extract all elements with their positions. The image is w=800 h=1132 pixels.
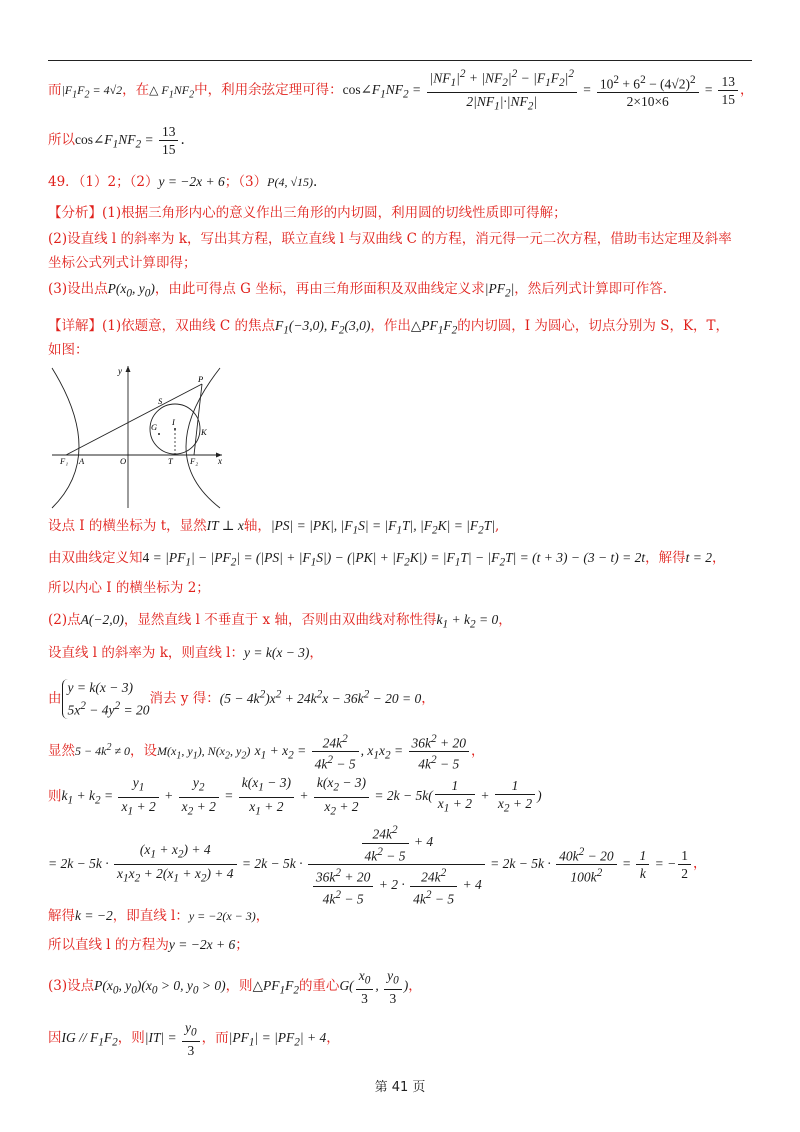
q49-answer-line: 49．（1）2；（2）y = −2x + 6；（3）P(4, √15).	[48, 174, 318, 190]
math-line-answer: y = −2x + 6	[158, 174, 225, 189]
math-system: y = k(x − 3) $5x^2 - 4y^2 = 20$	[62, 679, 150, 720]
label-f1: F₁	[60, 456, 69, 466]
point-g	[158, 433, 160, 435]
math-mn-points: $M(x_1$, $y_1$), $N(x_2$, $y_2$)	[157, 744, 251, 762]
hyperbola-left-branch	[52, 368, 79, 508]
p2-solve: 解得	[48, 908, 75, 924]
text-er: 而	[48, 82, 62, 99]
label-o: O	[120, 456, 127, 466]
analysis-2b: 坐标公式列式计算即得；	[48, 255, 197, 271]
math-t-eq-2: t = 2	[685, 550, 712, 565]
math-foci: $F_1(-3,0)$, $F_2(3,0)$	[275, 318, 371, 337]
label-p: P	[198, 374, 204, 384]
label-x: x	[218, 456, 222, 466]
p3-a: (3)设点	[48, 978, 95, 994]
q49-sep: ；（3）	[224, 174, 268, 190]
label-t: T	[168, 456, 173, 466]
math-triangle-f1nf2: △ $F_1NF_2$	[149, 83, 195, 101]
math-line-k: y = −2(x − 3)	[188, 909, 256, 923]
math-pf-relation: $|PF_1| = |PF_2| + 4$	[228, 1030, 327, 1049]
hyperbola-right-branch	[186, 368, 220, 508]
analysis-3a: (3)设出点	[48, 281, 108, 297]
after-fig-a: 设点 I 的横坐标为 t，显然	[48, 518, 207, 534]
label-k: K	[201, 427, 207, 437]
text-cosine-law: 中，利用余弦定理可得：	[194, 82, 343, 99]
p2-slope: 设直线 l 的斜率为 k，则直线 l：	[48, 645, 244, 661]
p2-by: 由	[48, 690, 62, 707]
p3-and: ，而	[201, 1030, 229, 1046]
math-final-line: y = −2x + 6	[168, 937, 236, 952]
p3-because: 因	[48, 1030, 62, 1046]
analysis-1: 【分析】(1)根据三角形内心的意义作出三角形的内切圆，利用圆的切线性质即可得解；	[48, 205, 567, 221]
math-centroid: G( $\frac{x_0}{3}$ , $\frac{y_0}{3}$ )	[339, 967, 409, 1007]
part2-line: (2)点A(−2,0)，显然直线 l 不垂直于 x 轴，否则由双曲线对称性得$k_1 + k_2 = 0$，	[48, 612, 512, 631]
cosine-law-line: 而$|F_1F_2 = 4√2$，在△ $F_1NF_2$中，利用余弦定理可得：$\cos\angle F_1NF_2$ = $\frac{|NF_1|^2 + |NF_2|^2 - |F_1F_2|^2}{2|NF_1|\cdot|NF_2|}$ = $\frac{10^2 + 6^2 - (4√2)^2}{2\times 10\times 6}$ = $\frac{13}{15}$ ，	[48, 68, 754, 113]
math-k-sum-cont: = 2k − 5k · $\frac{(x_1 + x_2) + 4}{x_1x_2 + 2(x_1 + x_2) + 4}$ = 2k − 5k · $\frac{24k^2}{4k^2 - 5}$ + 4 $\frac{36k^2 + 20}{4k^2 - 5}$ + 2 · $\frac{24k^2}{4k^2 - 5}$ + 4 = 2k − 5k · $\frac{40k^2 - 20}{100k^2}$ = $\frac{1}{k}$ = − $\frac{1}{2}$	[48, 856, 693, 871]
final-line-eq: 所以直线 l 的方程为y = −2x + 6；	[48, 937, 249, 953]
detail-1d: 如图：	[48, 342, 89, 358]
vieta-line: 显然$5 - 4k^2 \ne 0$，设$M(x_1$, $y_1$), $N(x_2$, $y_2$) $x_1 + x_2$ = $\frac{24k^2}{4k^2 - 5}$ , $x_1x_2$ = $\frac{36k^2 + 20}{4k^2 - 5}$ ，	[48, 732, 485, 772]
p2-line: ，即直线 l：	[112, 908, 189, 924]
math-pf2: $|PF_2|$	[484, 281, 515, 300]
math-tangent-lengths: |PS| = |PK|, $|F_1S| = |F_1T|$, $|F_2K| = |F_2T|$	[270, 518, 496, 537]
incenter-line: 所以内心 I 的横坐标为 2；	[48, 580, 210, 596]
math-cos-result: $\cos\angle F_1NF_2$ = $\frac{13}{15}$	[75, 132, 180, 147]
part3-because-line: 因IG // $F_1F_2$，则|IT| = $\frac{y_0}{3}$ ，而$|PF_1| = |PF_2| + 4$，	[48, 1019, 340, 1059]
analysis-3c: ，然后列式计算即可作答.	[514, 281, 668, 297]
detail-1	[48, 316, 758, 341]
p2-set: ，设	[130, 743, 158, 759]
text-zai: ，在	[122, 82, 150, 99]
p3-then: ，则	[117, 1030, 145, 1046]
part3-line: (3)设点$P(x_0$, $y_0)(x_0 > 0$, $y_0 > 0$)，则$\triangle PF_1F_2$的重心G( $\frac{x_0}{3}$ , $\frac{y_0}{3}$ )，	[48, 967, 422, 1007]
solve-k-line: 解得k = −2，即直线 l：y = −2(x − 3)，	[48, 908, 270, 924]
analysis-3b: ，由此可得点 G 坐标，再由三角形面积及双曲线定义求	[154, 281, 485, 297]
label-i: I	[172, 417, 175, 427]
detail-1b: ，作出	[370, 318, 411, 334]
system-line: 由 y = k(x − 3) $5x^2 - 4y^2 = 20$ 消去 y 得：$(5 - 4k^2)x^2 + 24k^2x - 36k^2 - 20 = 0$，	[48, 679, 435, 718]
math-k1-k2-zero: $k_1 + k_2 = 0$	[436, 612, 499, 631]
solve-t-text: ，解得	[645, 550, 686, 566]
page-number: 第 41 页	[374, 1080, 426, 1095]
after-fig-line: 设点 I 的横坐标为 t，显然IT ⊥ x轴，|PS| = |PK|, $|F_1S| = |F_1T|$, $|F_2K| = |F_2T|$,	[48, 518, 500, 537]
analysis-2a: (2)设直线 l 的斜率为 k，写出其方程，联立直线 l 与双曲线 C 的方程，消元得一元二次方程，借助韦达定理及斜率	[48, 231, 732, 247]
point-i	[174, 428, 176, 430]
y-axis-arrow	[126, 366, 131, 372]
p2-elim: 消去 y 得：	[149, 690, 220, 707]
label-a: A	[79, 456, 85, 466]
after-fig-b: 轴，	[243, 518, 271, 534]
k-sum-continued: = 2k − 5k · $\frac{(x_1 + x_2) + 4}{x_1x_2 + 2(x_1 + x_2) + 4}$ = 2k − 5k · $\frac{24k^2}{4k^2 - 5}$ + 4 $\frac{36k^2 + 20}{4k^2 - 5}$ + 2 · $\frac{24k^2}{4k^2 - 5}$ + 4 = 2k − 5k · $\frac{40k^2 - 20}{100k^2}$ = $\frac{1}{k}$ = − $\frac{1}{2}$ ，	[48, 824, 707, 906]
segment-pf1	[66, 384, 202, 455]
math-p3-triangle: $\triangle PF_1F_2$	[252, 978, 299, 997]
math-k-eq: k = −2	[75, 908, 113, 923]
math-quadratic: $(5 - 4k^2)x^2 + 24k^2x - 36k^2 - 20 = 0$	[219, 688, 422, 706]
math-it-perp: IT ⊥ x	[206, 518, 244, 533]
cos-result-line: 所以$\cos\angle F_1NF_2$ = $\frac{13}{15}$ .	[48, 124, 185, 158]
label-g: G	[151, 422, 158, 432]
math-k-sum: $k_1 + k_2$ = $\frac{y_1}{x_1 + 2}$ + $\frac{y_2}{x_2 + 2}$ = $\frac{k(x_1 - 3)}{x_1 + 2}$ + $\frac{k(x_2 - 3)}{x_2 + 2}$ = 2k − 5k( $\frac{1}{x_1 + 2}$ + $\frac{1}{x_2 + 2}$ )	[61, 775, 542, 818]
math-ig-parallel: IG // $F_1F_2$	[61, 1030, 118, 1049]
label-s: S	[158, 396, 163, 406]
p3-b: ，则	[225, 978, 253, 994]
hyperbola-incircle-figure	[48, 362, 226, 510]
slope-line: 设直线 l 的斜率为 k，则直线 l：y = k(x − 3)，	[48, 645, 323, 661]
math-point-a: A(−2,0)	[80, 612, 124, 627]
by-definition-line: 由双曲线定义知$4 = |PF_1| - |PF_2| = (|PS| + |F_1S|) - (|PK| + |F_2K|) = |F_1T| - |F_2T| = (t + 3) - (3 - t) = 2t$，解得t = 2，	[48, 550, 726, 569]
by-def-text: 由双曲线定义知	[48, 550, 143, 566]
math-cosine-formula: $\cos\angle F_1NF_2$ = $\frac{|NF_1|^2 + |NF_2|^2 - |F_1F_2|^2}{2|NF_1|\cdot|NF_2|}$ = $\frac{10^2 + 6^2 - (4√2)^2}{2\times 10\times 6}$ = $\frac{13}{15}$	[343, 82, 740, 97]
math-nonzero: $5 - 4k^2 \ne 0$	[75, 742, 131, 758]
p2-then: 则	[48, 788, 62, 805]
text-suoyi: 所以	[48, 132, 75, 148]
q49-label: 49．（1）2；（2）	[48, 174, 159, 190]
math-p3-point: $P(x_0$, $y_0)(x_0 > 0$, $y_0 > 0$)	[94, 978, 226, 997]
p2-obv: 显然	[48, 743, 75, 759]
label-f2: F₂	[190, 456, 199, 466]
math-point-answer: P(4, √15)	[267, 175, 314, 189]
math-line-l: y = k(x − 3)	[243, 645, 310, 660]
math-it-length: |IT| = $\frac{y_0}{3}$	[145, 1030, 202, 1045]
math-triangle-pf1f2: $\triangle PF_1F_2$	[410, 318, 458, 337]
math-definition-chain: $4 = |PF_1| - |PF_2| = (|PS| + |F_1S|) - (|PK| + |F_2K|) = |F_1T| - |F_2T| = (t + 3) - (3 - t) = 2t$	[142, 550, 646, 569]
math-f1f2: $|F_1F_2 = 4√2$	[61, 83, 123, 101]
math-vieta: $x_1 + x_2$ = $\frac{24k^2}{4k^2 - 5}$ , $x_1x_2$ = $\frac{36k^2 + 20}{4k^2 - 5}$	[255, 743, 471, 758]
math-p-x0y0: $P(x_0$, $y_0$)	[107, 281, 155, 300]
analysis-3	[48, 279, 758, 304]
k-sum-line	[48, 774, 758, 818]
label-y: y	[118, 366, 122, 376]
detail-1c: 的内切圆，I 为圆心，切点分别为 S，K，T，	[457, 318, 730, 334]
p2-a: (2)点	[48, 612, 81, 628]
p2-b: ，显然直线 l 不垂直于 x 轴，否则由双曲线对称性得	[123, 612, 437, 628]
top-rule	[48, 60, 752, 61]
p3-c: 的重心	[298, 978, 340, 994]
p2-final: 所以直线 l 的方程为	[48, 937, 169, 953]
detail-1a: 【详解】(1)依题意，双曲线 C 的焦点	[48, 318, 276, 334]
